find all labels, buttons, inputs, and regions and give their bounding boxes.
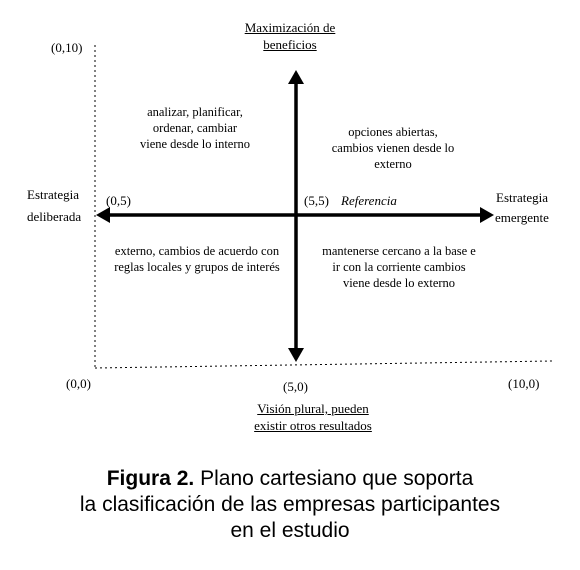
caption-line1 [0,466,580,492]
top-arrowhead [288,70,304,84]
quadrant-top-right-line3: externo [374,157,412,171]
bottom-axis-label [228,400,398,434]
dotted-bottom-border [95,361,552,368]
quadrant-bottom-left-line2: reglas locales y grupos de interés [114,260,280,274]
top-axis-label [218,19,362,53]
quadrant-bottom-right-line2: ir con la corriente cambios [332,260,466,274]
bottom-axis-label-line2: existir otros resultados [254,418,372,433]
coord-center: (5,5) [304,193,329,208]
coord-bottom-mid: (5,0) [283,379,308,394]
quadrant-bottom-right-line3: viene desde lo externo [342,276,456,290]
figure-caption [0,466,580,544]
bottom-axis-label-line1: Visión plural, pueden [257,401,369,416]
quadrant-bottom-left-line1: externo, cambios de acuerdo con [114,244,280,258]
quadrant-top-right-text [318,124,468,172]
quadrant-top-right-line1: opciones abiertas, [348,125,438,139]
left-axis-label-line1: Estrategia [27,187,79,202]
coord-top-left: (0,10) [51,40,83,55]
left-axis-label [27,184,97,228]
left-axis-label-line2: deliberada [27,209,82,224]
coord-origin: (0,0) [66,376,91,391]
coord-left-mid: (0,5) [106,193,131,208]
quadrant-top-left-line1: analizar, planificar, [147,105,243,119]
quadrant-bottom-left-text [103,243,291,275]
right-axis-label-line2: emergente [495,210,549,225]
quadrant-top-left-text [120,104,270,152]
right-axis-label [492,188,567,228]
left-arrowhead [96,207,110,223]
quadrant-top-left-line3: viene desde lo interno [139,137,251,151]
caption-text-line3: en el estudio [230,519,350,542]
coord-bottom-right: (10,0) [508,376,540,391]
top-axis-label-line2: beneficios [263,37,317,52]
quadrant-bottom-right-line1: mantenerse cercano a la base e [322,244,476,258]
bottom-arrowhead [288,348,304,362]
reference-label: Referencia [341,193,397,208]
quadrant-top-right-line2: cambios vienen desde lo [331,141,455,155]
caption-text-line1: Plano cartesiano que soporta [200,467,474,490]
quadrant-top-left-line2: ordenar, cambiar [152,121,238,135]
caption-label: Figura 2. [106,467,195,490]
quadrant-bottom-right-text [304,243,494,291]
caption-text-line2: la clasificación de las empresas participantes [79,493,501,516]
right-axis-label-line1: Estrategia [496,190,548,205]
top-axis-label-line1: Maximización de [244,20,336,35]
